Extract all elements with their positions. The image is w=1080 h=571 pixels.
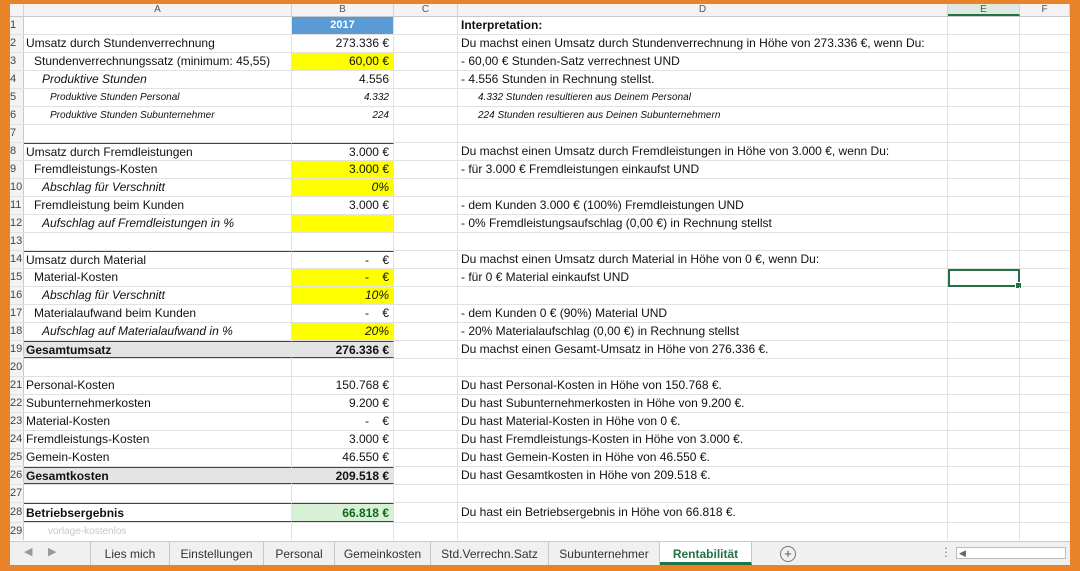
- value-cell[interactable]: - €: [292, 413, 394, 430]
- interpretation-cell[interactable]: Du machst einen Umsatz durch Fremdleistungen in Höhe von 3.000 €, wenn Du:: [458, 143, 948, 160]
- cell[interactable]: [394, 523, 458, 540]
- label-cell[interactable]: Material-Kosten: [24, 269, 292, 286]
- table-row: [10, 287, 1070, 305]
- table-row: [10, 215, 1070, 233]
- table-row: [10, 359, 1070, 377]
- tab-lies-mich[interactable]: Lies mich: [90, 542, 170, 565]
- interpretation-cell[interactable]: [458, 233, 948, 250]
- cell[interactable]: [948, 53, 1020, 70]
- cell[interactable]: [1020, 179, 1070, 196]
- cell[interactable]: [948, 179, 1020, 196]
- cell[interactable]: [948, 323, 1020, 340]
- cell-selection-outline[interactable]: [948, 269, 1020, 287]
- interpretation-cell[interactable]: - 0% Fremdleistungsaufschlag (0,00 €) in Rechnung stellst: [458, 215, 948, 232]
- row-number[interactable]: 10: [10, 179, 24, 196]
- cell[interactable]: [394, 377, 458, 394]
- column-header-a[interactable]: A: [24, 4, 292, 16]
- more-options-icon[interactable]: ⋮: [940, 545, 952, 559]
- next-sheet-icon[interactable]: ▶: [48, 546, 57, 558]
- row-number[interactable]: 5: [10, 89, 24, 106]
- table-row: [10, 377, 1070, 395]
- label-cell[interactable]: Abschlag für Verschnitt: [24, 287, 292, 304]
- cell[interactable]: [1020, 287, 1070, 304]
- cell[interactable]: [1020, 215, 1070, 232]
- row-number[interactable]: 19: [10, 341, 24, 358]
- row-number[interactable]: 11: [10, 197, 24, 214]
- value-cell[interactable]: 3.000 €: [292, 431, 394, 448]
- cell[interactable]: [948, 233, 1020, 250]
- year-header-cell[interactable]: 2017: [292, 17, 394, 34]
- label-cell[interactable]: Umsatz durch Material: [24, 251, 292, 268]
- cell[interactable]: [1020, 323, 1070, 340]
- cell[interactable]: [948, 467, 1020, 484]
- cell[interactable]: [948, 71, 1020, 88]
- row-number[interactable]: 9: [10, 161, 24, 178]
- add-sheet-icon[interactable]: +: [780, 546, 796, 562]
- cell[interactable]: [1020, 53, 1070, 70]
- cell[interactable]: [948, 305, 1020, 322]
- value-cell[interactable]: 3.000 €: [292, 143, 394, 160]
- cell[interactable]: [1020, 269, 1070, 286]
- value-cell[interactable]: [292, 125, 394, 142]
- value-cell[interactable]: 4.556: [292, 71, 394, 88]
- tab-subunternehmer[interactable]: Subunternehmer: [549, 542, 660, 565]
- table-row: [10, 179, 1070, 197]
- result-value-cell[interactable]: 66.818 €: [292, 503, 394, 522]
- spreadsheet-window: [10, 4, 1070, 565]
- value-cell[interactable]: [292, 233, 394, 250]
- row-number[interactable]: 21: [10, 377, 24, 394]
- cell[interactable]: [394, 467, 458, 484]
- interpretation-cell[interactable]: - dem Kunden 0 € (90%) Material UND: [458, 305, 948, 322]
- row-number[interactable]: 1: [10, 17, 24, 34]
- row-number[interactable]: 17: [10, 305, 24, 322]
- cell[interactable]: [948, 341, 1020, 358]
- row-number[interactable]: 23: [10, 413, 24, 430]
- value-cell[interactable]: - €: [292, 251, 394, 268]
- select-all-corner[interactable]: [10, 4, 24, 16]
- label-cell[interactable]: Aufschlag auf Fremdleistungen in %: [24, 215, 292, 232]
- cell[interactable]: [1020, 161, 1070, 178]
- cell[interactable]: [394, 107, 458, 124]
- table-row: [10, 197, 1070, 215]
- value-cell[interactable]: - €: [292, 305, 394, 322]
- label-cell[interactable]: Umsatz durch Stundenverrechnung: [24, 35, 292, 52]
- table-row: [10, 89, 1070, 107]
- cell[interactable]: [394, 269, 458, 286]
- table-row: [10, 17, 1070, 35]
- interpretation-cell[interactable]: Du machst einen Umsatz durch Material in Höhe von 0 €, wenn Du:: [458, 251, 948, 268]
- cell[interactable]: [948, 35, 1020, 52]
- table-row: [10, 467, 1070, 485]
- column-header-c[interactable]: C: [394, 4, 458, 16]
- row-number[interactable]: 6: [10, 107, 24, 124]
- label-cell[interactable]: Fremdleistung beim Kunden: [24, 197, 292, 214]
- cell[interactable]: [394, 197, 458, 214]
- input-value-cell[interactable]: 60,00 €: [292, 53, 394, 70]
- interpretation-cell[interactable]: Du hast Gemein-Kosten in Höhe von 46.550 €.: [458, 449, 948, 466]
- interpretation-cell[interactable]: Du hast Subunternehmerkosten in Höhe von 9.200 €.: [458, 395, 948, 412]
- table-row: [10, 71, 1070, 89]
- interpretation-cell[interactable]: [458, 485, 948, 502]
- value-cell[interactable]: 9.200 €: [292, 395, 394, 412]
- column-headers: [10, 4, 1070, 17]
- row-number[interactable]: 15: [10, 269, 24, 286]
- prev-sheet-icon[interactable]: ◀: [24, 546, 33, 558]
- cell[interactable]: [394, 359, 458, 376]
- cell[interactable]: [948, 107, 1020, 124]
- cell[interactable]: [1020, 17, 1070, 34]
- cell[interactable]: [1020, 35, 1070, 52]
- value-cell[interactable]: 150.768 €: [292, 377, 394, 394]
- interpretation-cell[interactable]: Du hast Gesamtkosten in Höhe von 209.518 €.: [458, 467, 948, 484]
- label-cell[interactable]: Subunternehmerkosten: [24, 395, 292, 412]
- row-number[interactable]: 13: [10, 233, 24, 250]
- row-number[interactable]: 4: [10, 71, 24, 88]
- cell[interactable]: [948, 359, 1020, 376]
- table-row: [10, 161, 1070, 179]
- cell[interactable]: [394, 215, 458, 232]
- value-cell[interactable]: 276.336 €: [292, 341, 394, 358]
- input-value-cell[interactable]: - €: [292, 269, 394, 286]
- label-cell[interactable]: [24, 233, 292, 250]
- row-number[interactable]: 16: [10, 287, 24, 304]
- row-number[interactable]: 14: [10, 251, 24, 268]
- cell[interactable]: [948, 125, 1020, 142]
- sheet-tab-bar: [10, 541, 1070, 565]
- interpretation-cell[interactable]: [458, 359, 948, 376]
- table-row: [10, 305, 1070, 323]
- cell[interactable]: [1020, 143, 1070, 160]
- row-number[interactable]: 27: [10, 485, 24, 502]
- cell[interactable]: [1020, 467, 1070, 484]
- cell[interactable]: [948, 251, 1020, 268]
- cell[interactable]: [948, 503, 1020, 522]
- cell[interactable]: [1020, 233, 1070, 250]
- cell[interactable]: [394, 125, 458, 142]
- label-cell[interactable]: [24, 359, 292, 376]
- table-row: [10, 523, 1070, 540]
- cell[interactable]: [394, 503, 458, 522]
- row-number[interactable]: 20: [10, 359, 24, 376]
- cell[interactable]: [948, 431, 1020, 448]
- label-cell[interactable]: Produktive Stunden Subunternehmer: [24, 107, 292, 124]
- table-row: [10, 341, 1070, 359]
- cell[interactable]: [948, 485, 1020, 502]
- tab-einstellungen[interactable]: Einstellungen: [170, 542, 264, 565]
- cell[interactable]: [948, 161, 1020, 178]
- cell[interactable]: [394, 53, 458, 70]
- table-row: [10, 413, 1070, 431]
- label-cell[interactable]: Abschlag für Verschnitt: [24, 179, 292, 196]
- row-number[interactable]: 18: [10, 323, 24, 340]
- table-row: [10, 431, 1070, 449]
- interpretation-cell[interactable]: 4.332 Stunden resultieren aus Deinem Personal: [458, 89, 948, 106]
- input-value-cell[interactable]: 0%: [292, 179, 394, 196]
- cell[interactable]: [394, 305, 458, 322]
- watermark-text: vorlage-kostenlos: [24, 523, 292, 540]
- cell-grid: [10, 17, 1070, 540]
- cell[interactable]: [948, 377, 1020, 394]
- cell[interactable]: [394, 341, 458, 358]
- label-cell[interactable]: Umsatz durch Fremdleistungen: [24, 143, 292, 160]
- input-value-cell[interactable]: [292, 215, 394, 232]
- value-cell[interactable]: 209.518 €: [292, 467, 394, 484]
- column-header-e[interactable]: E: [948, 4, 1020, 16]
- cell[interactable]: [1020, 107, 1070, 124]
- cell[interactable]: [1020, 377, 1070, 394]
- value-cell[interactable]: [292, 523, 394, 540]
- cell[interactable]: [1020, 197, 1070, 214]
- cell[interactable]: [948, 17, 1020, 34]
- cell[interactable]: [394, 35, 458, 52]
- label-cell[interactable]: Produktive Stunden: [24, 71, 292, 88]
- cell[interactable]: [24, 17, 292, 34]
- cell[interactable]: [394, 485, 458, 502]
- input-value-cell[interactable]: 10%: [292, 287, 394, 304]
- interpretation-cell[interactable]: - für 0 € Material einkaufst UND: [458, 269, 948, 286]
- cell[interactable]: [1020, 395, 1070, 412]
- cell[interactable]: [1020, 485, 1070, 502]
- cell[interactable]: [948, 197, 1020, 214]
- cell[interactable]: [1020, 523, 1070, 540]
- cell[interactable]: [1020, 89, 1070, 106]
- table-row: [10, 395, 1070, 413]
- cell[interactable]: [394, 143, 458, 160]
- interpretation-header-cell[interactable]: Interpretation:: [458, 17, 948, 34]
- cell[interactable]: [394, 161, 458, 178]
- cell[interactable]: [948, 143, 1020, 160]
- cell[interactable]: [1020, 341, 1070, 358]
- cell[interactable]: [948, 395, 1020, 412]
- cell[interactable]: [1020, 503, 1070, 522]
- label-cell[interactable]: Stundenverrechnungssatz (minimum: 45,55): [24, 53, 292, 70]
- cell[interactable]: [1020, 359, 1070, 376]
- cell[interactable]: [948, 413, 1020, 430]
- value-cell[interactable]: 46.550 €: [292, 449, 394, 466]
- scroll-left-icon[interactable]: ◀: [959, 548, 966, 558]
- cell[interactable]: [394, 287, 458, 304]
- row-number[interactable]: 22: [10, 395, 24, 412]
- tab-std-verrechn-satz[interactable]: Std.Verrechn.Satz: [431, 542, 549, 565]
- table-row: [10, 53, 1070, 71]
- row-number[interactable]: 26: [10, 467, 24, 484]
- interpretation-cell[interactable]: [458, 523, 948, 540]
- cell[interactable]: [1020, 431, 1070, 448]
- cell[interactable]: [1020, 125, 1070, 142]
- table-row: [10, 125, 1070, 143]
- cell[interactable]: [394, 233, 458, 250]
- column-header-d[interactable]: D: [458, 4, 948, 16]
- interpretation-cell[interactable]: Du hast Personal-Kosten in Höhe von 150.768 €.: [458, 377, 948, 394]
- value-cell[interactable]: [292, 359, 394, 376]
- table-row: [10, 107, 1070, 125]
- table-row: [10, 503, 1070, 523]
- cell[interactable]: [394, 89, 458, 106]
- cell[interactable]: [948, 449, 1020, 466]
- cell[interactable]: [1020, 449, 1070, 466]
- label-cell[interactable]: Gesamtumsatz: [24, 341, 292, 358]
- cell[interactable]: [394, 179, 458, 196]
- cell[interactable]: [394, 323, 458, 340]
- row-number[interactable]: 28: [10, 503, 24, 522]
- label-cell[interactable]: Fremdleistungs-Kosten: [24, 161, 292, 178]
- row-number[interactable]: 8: [10, 143, 24, 160]
- table-row: [10, 323, 1070, 341]
- cell[interactable]: [394, 71, 458, 88]
- cell[interactable]: [948, 287, 1020, 304]
- cell[interactable]: [394, 431, 458, 448]
- interpretation-cell[interactable]: Du hast Fremdleistungs-Kosten in Höhe von 3.000 €.: [458, 431, 948, 448]
- table-row: [10, 35, 1070, 53]
- input-value-cell[interactable]: 20%: [292, 323, 394, 340]
- cell[interactable]: [394, 413, 458, 430]
- column-header-f[interactable]: F: [1020, 4, 1070, 16]
- interpretation-cell[interactable]: Du hast Material-Kosten in Höhe von 0 €.: [458, 413, 948, 430]
- row-number[interactable]: 3: [10, 53, 24, 70]
- interpretation-cell[interactable]: - dem Kunden 3.000 € (100%) Fremdleistungen UND: [458, 197, 948, 214]
- value-cell[interactable]: 4.332: [292, 89, 394, 106]
- interpretation-cell[interactable]: Du hast ein Betriebsergebnis in Höhe von 66.818 €.: [458, 503, 948, 522]
- cell[interactable]: [1020, 251, 1070, 268]
- column-header-b[interactable]: B: [292, 4, 394, 16]
- label-cell[interactable]: Gemein-Kosten: [24, 449, 292, 466]
- row-number[interactable]: 12: [10, 215, 24, 232]
- label-cell[interactable]: Gesamtkosten: [24, 467, 292, 484]
- interpretation-cell[interactable]: 224 Stunden resultieren aus Deinen Subunternehmern: [458, 107, 948, 124]
- label-cell[interactable]: Materialaufwand beim Kunden: [24, 305, 292, 322]
- cell[interactable]: [948, 89, 1020, 106]
- row-number[interactable]: 24: [10, 431, 24, 448]
- label-cell[interactable]: [24, 125, 292, 142]
- interpretation-cell[interactable]: Du machst einen Umsatz durch Stundenverrechnung in Höhe von 273.336 €, wenn Du:: [458, 35, 948, 52]
- table-row: [10, 449, 1070, 467]
- row-number[interactable]: 2: [10, 35, 24, 52]
- row-number[interactable]: 25: [10, 449, 24, 466]
- cell[interactable]: [394, 251, 458, 268]
- interpretation-cell[interactable]: - für 3.000 € Fremdleistungen einkaufst UND: [458, 161, 948, 178]
- tab-personal[interactable]: Personal: [264, 542, 335, 565]
- value-cell[interactable]: [292, 485, 394, 502]
- row-number[interactable]: 7: [10, 125, 24, 142]
- cell[interactable]: [1020, 71, 1070, 88]
- table-row: [10, 233, 1070, 251]
- horizontal-scrollbar[interactable]: [956, 547, 1066, 559]
- label-cell[interactable]: Personal-Kosten: [24, 377, 292, 394]
- value-cell[interactable]: 224: [292, 107, 394, 124]
- table-row: [10, 251, 1070, 269]
- value-cell[interactable]: 273.336 €: [292, 35, 394, 52]
- cell[interactable]: [394, 17, 458, 34]
- interpretation-cell[interactable]: Du machst einen Gesamt-Umsatz in Höhe von 276.336 €.: [458, 341, 948, 358]
- tab-gemeinkosten[interactable]: Gemeinkosten: [335, 542, 431, 565]
- cell[interactable]: [1020, 305, 1070, 322]
- interpretation-cell[interactable]: - 4.556 Stunden in Rechnung stellst.: [458, 71, 948, 88]
- row-number[interactable]: 29: [10, 523, 24, 540]
- tab-rentabilitaet[interactable]: Rentabilität: [660, 542, 752, 565]
- cell[interactable]: [394, 449, 458, 466]
- table-row: [10, 269, 1070, 287]
- table-row: [10, 143, 1070, 161]
- label-cell[interactable]: Fremdleistungs-Kosten: [24, 431, 292, 448]
- input-value-cell[interactable]: 3.000 €: [292, 161, 394, 178]
- table-row: [10, 485, 1070, 503]
- interpretation-cell[interactable]: - 20% Materialaufschlag (0,00 €) in Rechnung stellst: [458, 323, 948, 340]
- label-cell[interactable]: [24, 485, 292, 502]
- label-cell[interactable]: Betriebsergebnis: [24, 503, 292, 522]
- label-cell[interactable]: Produktive Stunden Personal: [24, 89, 292, 106]
- cell[interactable]: [394, 395, 458, 412]
- interpretation-cell[interactable]: [458, 179, 948, 196]
- label-cell[interactable]: Material-Kosten: [24, 413, 292, 430]
- interpretation-cell[interactable]: [458, 125, 948, 142]
- label-cell[interactable]: Aufschlag auf Materialaufwand in %: [24, 323, 292, 340]
- interpretation-cell[interactable]: [458, 287, 948, 304]
- cell[interactable]: [1020, 413, 1070, 430]
- interpretation-cell[interactable]: - 60,00 € Stunden-Satz verrechnest UND: [458, 53, 948, 70]
- cell[interactable]: [948, 215, 1020, 232]
- value-cell[interactable]: 3.000 €: [292, 197, 394, 214]
- cell[interactable]: [948, 523, 1020, 540]
